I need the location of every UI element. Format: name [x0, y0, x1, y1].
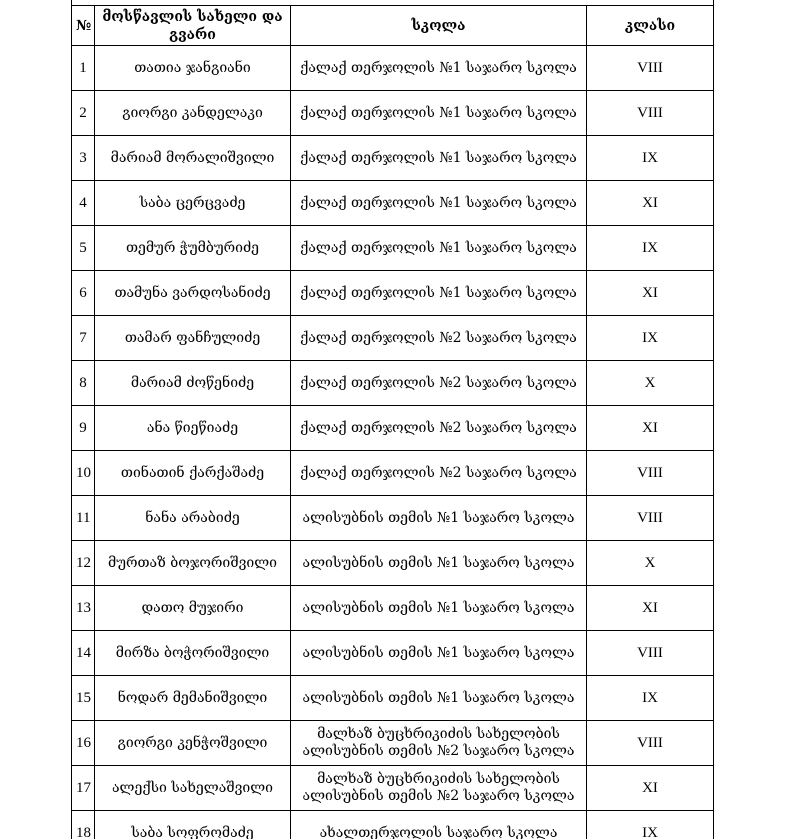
table-header-row: [72, 6, 714, 46]
table-row: [72, 271, 714, 316]
class-grade: XI: [587, 406, 714, 451]
table-row: [72, 811, 714, 839]
row-number: 11: [72, 496, 95, 541]
student-name: თინათინ ქარქაშაძე: [95, 451, 291, 496]
school-name: ალისუბნის თემის №1 საჯარო სკოლა: [291, 496, 587, 541]
student-name: გიორგი კენჭოშვილი: [95, 721, 291, 766]
table-row: [72, 226, 714, 271]
table-row: [72, 316, 714, 361]
row-number: 6: [72, 271, 95, 316]
class-grade: VIII: [587, 91, 714, 136]
class-grade: VIII: [587, 631, 714, 676]
student-name: თათია ჯანგიანი: [95, 46, 291, 91]
student-name: ნოდარ მემანიშვილი: [95, 676, 291, 721]
table-row: [72, 451, 714, 496]
school-name: ქალაქ თერჯოლის №1 საჯარო სკოლა: [291, 136, 587, 181]
header-class: კლასი: [587, 6, 714, 46]
student-name: ანა წიეწიაძე: [95, 406, 291, 451]
class-grade: X: [587, 541, 714, 586]
table-row: [72, 541, 714, 586]
table-row: [72, 676, 714, 721]
student-name: თემურ ჭუმბურიძე: [95, 226, 291, 271]
row-number: 2: [72, 91, 95, 136]
student-name: ალექსი სახელაშვილი: [95, 766, 291, 811]
school-name: მალხაზ ბუცხრიკიძის სახელობის ალისუბნის თემის №2 საჯარო სკოლა: [291, 721, 587, 766]
student-name: გიორგი კანდელაკი: [95, 91, 291, 136]
header-student: მოსწავლის სახელი და გვარი: [95, 6, 291, 46]
class-grade: X: [587, 361, 714, 406]
table-row: [72, 631, 714, 676]
header-school: სკოლა: [291, 6, 587, 46]
school-name: მალხაზ ბუცხრიკიძის სახელობის ალისუბნის თემის №2 საჯარო სკოლა: [291, 766, 587, 811]
table-row: [72, 136, 714, 181]
row-number: 18: [72, 811, 95, 839]
table-row: [72, 496, 714, 541]
row-number: 3: [72, 136, 95, 181]
class-grade: XI: [587, 271, 714, 316]
class-grade: IX: [587, 316, 714, 361]
class-grade: VIII: [587, 721, 714, 766]
school-name: ახალთერჯოლის საჯარო სკოლა: [291, 811, 587, 839]
school-name: ალისუბნის თემის №1 საჯარო სკოლა: [291, 586, 587, 631]
school-name: ალისუბნის თემის №1 საჯარო სკოლა: [291, 631, 587, 676]
student-name: დათო მუჯირი: [95, 586, 291, 631]
student-name: მირზა ბოჭორიშვილი: [95, 631, 291, 676]
header-number: №: [72, 6, 95, 46]
class-grade: VIII: [587, 46, 714, 91]
table-row: [72, 766, 714, 811]
row-number: 1: [72, 46, 95, 91]
student-name: ნანა არაბიძე: [95, 496, 291, 541]
table-body: [72, 46, 714, 839]
class-grade: XI: [587, 766, 714, 811]
student-name: თამუნა ვარდოსანიძე: [95, 271, 291, 316]
row-number: 12: [72, 541, 95, 586]
row-number: 17: [72, 766, 95, 811]
school-name: ქალაქ თერჯოლის №1 საჯარო სკოლა: [291, 226, 587, 271]
table-row: [72, 406, 714, 451]
student-name: მარიამ ძოწენიძე: [95, 361, 291, 406]
row-number: 8: [72, 361, 95, 406]
row-number: 15: [72, 676, 95, 721]
school-name: ქალაქ თერჯოლის №2 საჯარო სკოლა: [291, 316, 587, 361]
school-name: ქალაქ თერჯოლის №1 საჯარო სკოლა: [291, 181, 587, 226]
table-row: [72, 91, 714, 136]
row-number: 7: [72, 316, 95, 361]
class-grade: VIII: [587, 496, 714, 541]
school-name: ქალაქ თერჯოლის №1 საჯარო სკოლა: [291, 271, 587, 316]
class-grade: IX: [587, 811, 714, 839]
table-row: [72, 361, 714, 406]
class-grade: IX: [587, 676, 714, 721]
student-name: საბა სოფრომაძე: [95, 811, 291, 839]
class-grade: XI: [587, 586, 714, 631]
class-grade: IX: [587, 226, 714, 271]
table-row: [72, 181, 714, 226]
student-name: თამარ ფანჩულიძე: [95, 316, 291, 361]
row-number: 9: [72, 406, 95, 451]
class-grade: VIII: [587, 451, 714, 496]
school-name: ალისუბნის თემის №1 საჯარო სკოლა: [291, 541, 587, 586]
school-name: ქალაქ თერჯოლის №2 საჯარო სკოლა: [291, 361, 587, 406]
table-row: [72, 586, 714, 631]
class-grade: XI: [587, 181, 714, 226]
class-grade: IX: [587, 136, 714, 181]
row-number: 13: [72, 586, 95, 631]
student-name: მურთაზ ბოჯორიშვილი: [95, 541, 291, 586]
row-number: 14: [72, 631, 95, 676]
row-number: 5: [72, 226, 95, 271]
row-number: 10: [72, 451, 95, 496]
row-number: 4: [72, 181, 95, 226]
table-row: [72, 721, 714, 766]
school-name: ალისუბნის თემის №1 საჯარო სკოლა: [291, 676, 587, 721]
row-number: 16: [72, 721, 95, 766]
student-name: საბა ცერცვაძე: [95, 181, 291, 226]
student-table: [71, 5, 714, 839]
student-name: მარიამ მორალიშვილი: [95, 136, 291, 181]
school-name: ქალაქ თერჯოლის №1 საჯარო სკოლა: [291, 46, 587, 91]
school-name: ქალაქ თერჯოლის №1 საჯარო სკოლა: [291, 91, 587, 136]
school-name: ქალაქ თერჯოლის №2 საჯარო სკოლა: [291, 406, 587, 451]
table-row: [72, 46, 714, 91]
school-name: ქალაქ თერჯოლის №2 საჯარო სკოლა: [291, 451, 587, 496]
